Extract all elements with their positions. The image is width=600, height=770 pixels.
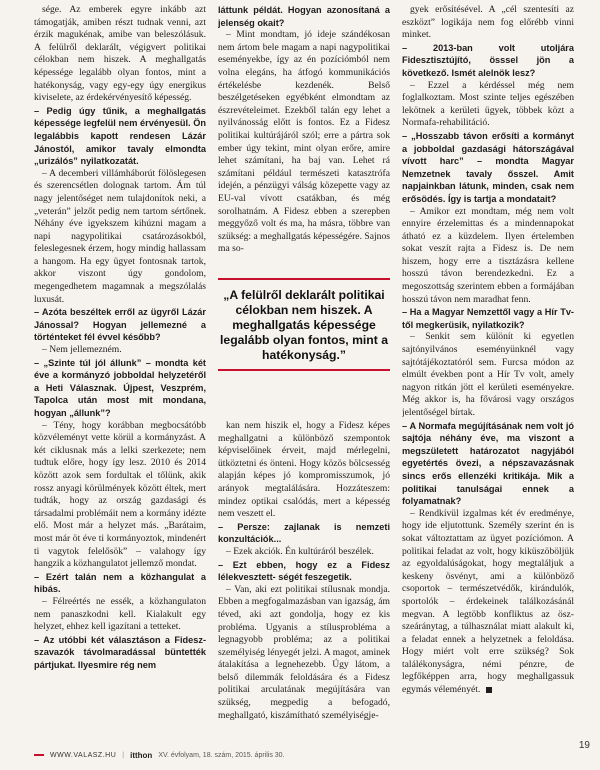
interview-answer: gyek erősítésével. A „cél szentesíti az eszközt” logikája nem fog előrébb vinni minket. [402,4,574,41]
interview-answer: – Tény, hogy korábban megbocsátóbb közvéleményt vette körül a kormányzást. A két ciklusnak más a lelki szerkezete; nem tudtuk előre, hogy így lesz. 2010 és 2014 között azok sem fordultak el tőlünk, akik rossz anyagi körülmények között éltek, mert tudták, hogy az ország gazdasági és társadalmi problémáit nem a kormány idézte elő. Most már a helyzet más. „Barátaim, most már öt éve ti kormányoztok, mindenért ti vagytok felelősök” – valahogy így hangzik a közhangulatot jellemző mondat. [34,419,206,570]
interview-question: láttunk példát. Hogyan azonosítaná a jelenség okait? [218,5,390,28]
footer-section-name: itthon [130,750,153,760]
interview-answer: – Senkit sem különít ki egyetlen sajtónyilvános eseményünknél vagy sajtótájékoztatóról sem. Furcsa módon az elmúlt években pont a Hír Tv volt, amely nagyon ritkán jött el kerületi eseményekre. Még akkor is, ha fővárosi vagy országos jelentőségel bírtak. [402,331,574,418]
interview-question: – Pedig úgy tűnik, a meghallgatás képessége legfelül nem érvényesül. Ön legalábbis kapott rendesen Lázár Jánostól, amikor tavaly elmondta „urizálós” nyilatkozatát. [34,105,206,167]
interview-question: – Azóta beszéltek erről az ügyről Lázár Jánossal? Hogyan jellemezné a történteket fél évvel később? [34,307,206,343]
end-of-article-icon [486,687,492,693]
footer-website: WWW.VALASZ.HU [50,751,117,759]
interview-question: – Persze: zajlanak is nemzeti konzultációk... [218,521,390,545]
interview-answer: – Nem jellemezném. [42,344,122,356]
interview-answer: – Van, aki ezt politikai stílusnak mondja. Ebben a megfogalmazásban van igazság, ám téved, aki azt gondolja, hogy ez kis probléma. Ugyanis a stílusprobléma a legnagyobb probléma; az a politikai személyiség lényegét jelzi. A magot, aminek átalakítása a legnehezebb. Úgy látom, a belső dilemmák feloldására és a Fidesz politikai arculatának megújítására van szükség, megpedig a befogadó, meghallgató, kiszámítható személyiségje- [218,583,390,721]
interview-question: – Ezt ebben, hogy ez a Fidesz lélekvesztett- ségét feszegetik. [218,559,390,583]
page-number: 19 [578,740,590,751]
interview-answer: – A decemberi villámháborút fölöslegesen és szerencsétlen dolognak tartom. Ám túl nagy jelentőséget nem tulajdonítok neki, a „veterán” jelzőt pedig nem tartom sértőnek. Néhány éve igyekszem kihúzni magam a napi nagypolitikai csatározásokból, feleslegesnek érzem, hogy mindig hallassam a hangom. Ha egy ügyet fontosnak tartok, akkor viszont úgy gondolom, megengedhetem magamnak a megszólalás luxusát. [34,167,206,305]
footer-separator: | [122,751,125,759]
interview-answer: – Ezzel a kérdéssel még nem foglalkoztam. Most szinte teljes egészében lekötnek a kerületi ügyek, többek közt a Normafa-rehabilitáció. [402,79,574,129]
column-middle-bottom [218,420,390,742]
footer-accent-bar [34,754,44,756]
column-right [402,4,574,742]
interview-answer: – Mint mondtam, jó ideje szándékosan nem ártom bele magam a napi nagypolitikai eseményekbe, így az én pozíciómból nem volna elegáns, ha átfogó kommunikációs értékelésbe kezdenék. Belső beszélgetéseken egyébként elmondtam az észrevételeimet. Ezekből talán egy lehet a nyilvánosság előtt is fontos. Ez a Fidesz politikai kultúrájáról szól; erre a pártra sok ember úgy tekint, mint olyan erőre, amire lehet számítani, ha baj van. Lehet rá számítani például természeti katasztrófa idején, a pénzügyi válság közepette vagy az EU-val vívott csatákban, és még sorolhatnám. A Fidesz ebben a szerepben meggyőző volt és ma, ha másra, többre van szükség: a meghallgatás képességére. Sajnos ma so- [218,29,390,255]
interview-question: – Ezért talán nem a közhangulat a hibás. [34,571,206,595]
interview-answer: – Ezek akciók. Én kultúráról beszélek. [226,545,374,557]
interview-question: – A Normafa megújításának nem volt jó sajtója néhány éve, ma viszont a megszületett határozatot nagyjából egyetértés övezi, a népszavazásnak sincs erős ellenzéki kritikája. Mik a politikai tanulságai ennek a folyamatnak? [402,420,574,507]
interview-answer: kan nem hiszik el, hogy a Fidesz képes meghallgatni a különböző szempontok képviselőinek érveit, majd mérlegelni, ütköztetni és önteni. Hogy közös bölcsesség alapján képes jó kompromisszumok, jó arányok megtalálására. Hozzáteszem: mindez optikai csalódás, mert a képesség nem veszett el. [218,420,390,520]
interview-answer: – Amikor ezt mondtam, még nem volt ennyire érzelemittas és a mindennapokat átható ez a küzdelem. Ilyen értelemben sokat veszít rajta a Fidesz is. De nem hiszem, hogy erre a tisztázásra kellene hosszú távon berendezkedni. Ez a megoszottság szerintem ebben a formájában hosszú távon nem maradhat fenn. [402,205,574,305]
interview-question: – „Szinte túl jól állunk” – mondta két éve a kormányzó jobboldal helyzetéről a Heti Válasznak. Újpest, Veszprém, Tapolca után most mit mondana, hogyan „állunk”? [34,357,206,418]
interview-question: – Ha a Magyar Nemzettől vagy a Hír Tv-től megkerüsik, nyilatkozik? [402,307,574,330]
footer-issue-info: XV. évfolyam, 18. szám, 2015. április 30. [158,751,285,759]
interview-answer: sége. Az emberek egyre inkább azt támogatják, amiben részt tudnak venni, azt érzik magukénak, amibe van beleszólásuk. A felülről deklarált, végigvert politikai célokban nem hiszek. A meghallgatás képessége legalább olyan fontos, mint a hatékonyság, vagy egy-egy úgy energikus kiviselete, az érdekérvényesítő képesség. [34,4,206,104]
pull-quote: „A felülről deklarált politikai célokban nem hiszek. A meghallgatás képessége legalább olyan fontos, mint a hatékonyság.” [218,278,390,371]
page-footer [34,748,574,762]
interview-answer: – Félreértés ne essék, a közhangulaton nem panaszkodni kell. Kialakult egy helyzet, ehhez kell igazítani a tetteket. [34,595,206,633]
interview-question: – „Hosszabb távon erősíti a kormányt a jobboldal gazdasági hátországával vívott harc” – mondta Magyar Nemzetnek tavaly ősszel. Amit napjainkban látunk, minden, csak nem erősödés. Így is tartja a mondatait? [402,130,574,204]
interview-question: – 2013-ban volt utoljára Fidesztisztújító, össsel jön a következő. Ismét alelnök lesz? [402,42,574,78]
interview-answer: – Rendkívül izgalmas két év eredménye, hogy ide eljutottunk. Személy szerint én is sokat változtattam az ügyet pozíciómon. A politikai feladat az volt, hogy kiküszöböljük az egyoldalúságokat, hogy megtaláljuk a keskeny ösvényt, ami a különböző csoportok – természetvédők, kirándulók, sportolók – érdekeinek találkozásánál megvan. A legtöbb konfliktus az ösz- szeáránytag, a túlhasználat miatt alakult ki, a feladat ennek a helyzetnek a feloldása. Hogy miért volt erre szükség? Sok találékonyságra, némi pénzre, de legfőképpen arra, hogy meghallgassuk egymás véleményét. [402,507,574,696]
interview-question: – Az utóbbi két választáson a Fidesz-szavazók távolmaradással büntették pártjukat. Ilyesmire rég nem [34,634,206,670]
column-left [34,4,206,742]
